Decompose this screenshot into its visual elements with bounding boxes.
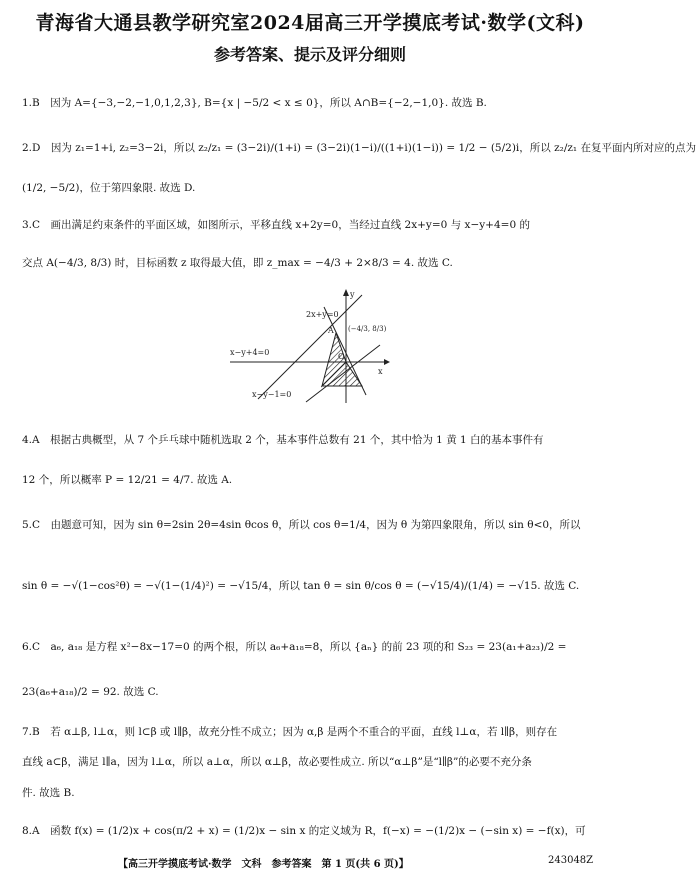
answer-line: 交点 A(−4/3, 8/3) 时，目标函数 z 取得最大值，即 z_max = −4/3 + 2×8/3 = 4. 故选 C.: [22, 257, 453, 269]
label-y-axis: y: [350, 290, 355, 299]
page-title: 青海省大通县教学研究室2024届高三开学摸底考试·数学(文科): [35, 12, 585, 34]
answer-line: 1.B 因为 A={−3,−2,−1,0,1,2,3}, B={x | −5/2 < x ≤ 0}，所以 A∩B={−2,−1,0}. 故选 B.: [22, 97, 487, 109]
label-x-y-1: x−y−1=0: [252, 390, 292, 399]
answer-line: 5.C 由题意可知，因为 sin θ=2sin 2θ=4sin θcos θ，所以 cos θ=1/4，因为 θ 为第四象限角，所以 sin θ<0，所以: [22, 519, 581, 531]
label-2x-y: 2x+y=0: [306, 310, 339, 319]
label-point-a: A: [328, 326, 334, 335]
answer-line: 7.B 若 α⊥β, l⊥α，则 l⊂β 或 l∥β，故充分性不成立；因为 α,β 是两个不重合的平面，直线 l⊥α，若 l∥β，则存在: [22, 726, 558, 738]
answer-line: sin θ = −√(1−cos²θ) = −√(1−(1/4)²) = −√15/4，所以 tan θ = sin θ/cos θ = (−√15/4)/(1/4) = −√15. 故选 C.: [22, 580, 580, 592]
y-arrow-icon: [343, 289, 349, 296]
answer-line: 12 个，所以概率 P = 12/21 = 4/7. 故选 A.: [22, 474, 233, 486]
answer-line: 3.C 画出满足约束条件的平面区域，如图所示，平移直线 x+2y=0，当经过直线 2x+y=0 与 x−y+4=0 的: [22, 219, 530, 231]
answer-line: 件. 故选 B.: [22, 787, 75, 799]
answer-line: 23(a₆+a₁₈)/2 = 92. 故选 C.: [22, 686, 159, 698]
x-arrow-icon: [384, 359, 390, 365]
answer-line: 直线 a⊂β，满足 l∥a，因为 l⊥α，所以 a⊥α，所以 α⊥β，故必要性成立. 所以“α⊥β”是“l∥β”的必要不充分条: [22, 756, 532, 768]
answer-line: 2.D 因为 z₁=1+i, z₂=3−2i，所以 z₂/z₁ = (3−2i)/(1+i) = (3−2i)(1−i)/((1+i)(1−i)) = 1/2 − (5/2)i，所以 z₂/z₁ 在复平面内所对应的点为: [22, 142, 696, 154]
footer-center: 【高三开学摸底考试·数学 文科 参考答案 第 1 页(共 6 页)】: [118, 859, 409, 870]
page-subtitle: 参考答案、提示及评分细则: [213, 45, 406, 64]
answer-line: 8.A 函数 f(x) = (1/2)x + cos(π/2 + x) = (1/2)x − sin x 的定义域为 R，f(−x) = −(1/2)x − (−sin x) = −f(x)，可: [22, 825, 586, 837]
label-point-a-coords: (−4/3, 8/3): [348, 325, 387, 333]
footer-code: 243048Z: [548, 855, 594, 866]
feasible-region-graph: [228, 287, 390, 404]
label-origin: O: [338, 352, 345, 361]
label-x-y-4: x−y+4=0: [230, 348, 270, 357]
answer-line: 6.C a₆, a₁₈ 是方程 x²−8x−17=0 的两个根，所以 a₆+a₁₈=8，所以 {aₙ} 的前 23 项的和 S₂₃ = 23(a₁+a₂₃)/2 =: [22, 641, 567, 653]
answer-line: (1/2, −5/2)，位于第四象限. 故选 D.: [22, 182, 196, 194]
label-x-axis: x: [378, 367, 383, 376]
answer-line: 4.A 根据古典概型，从 7 个乒乓球中随机选取 2 个，基本事件总数有 21 个，其中恰为 1 黄 1 白的基本事件有: [22, 434, 544, 446]
